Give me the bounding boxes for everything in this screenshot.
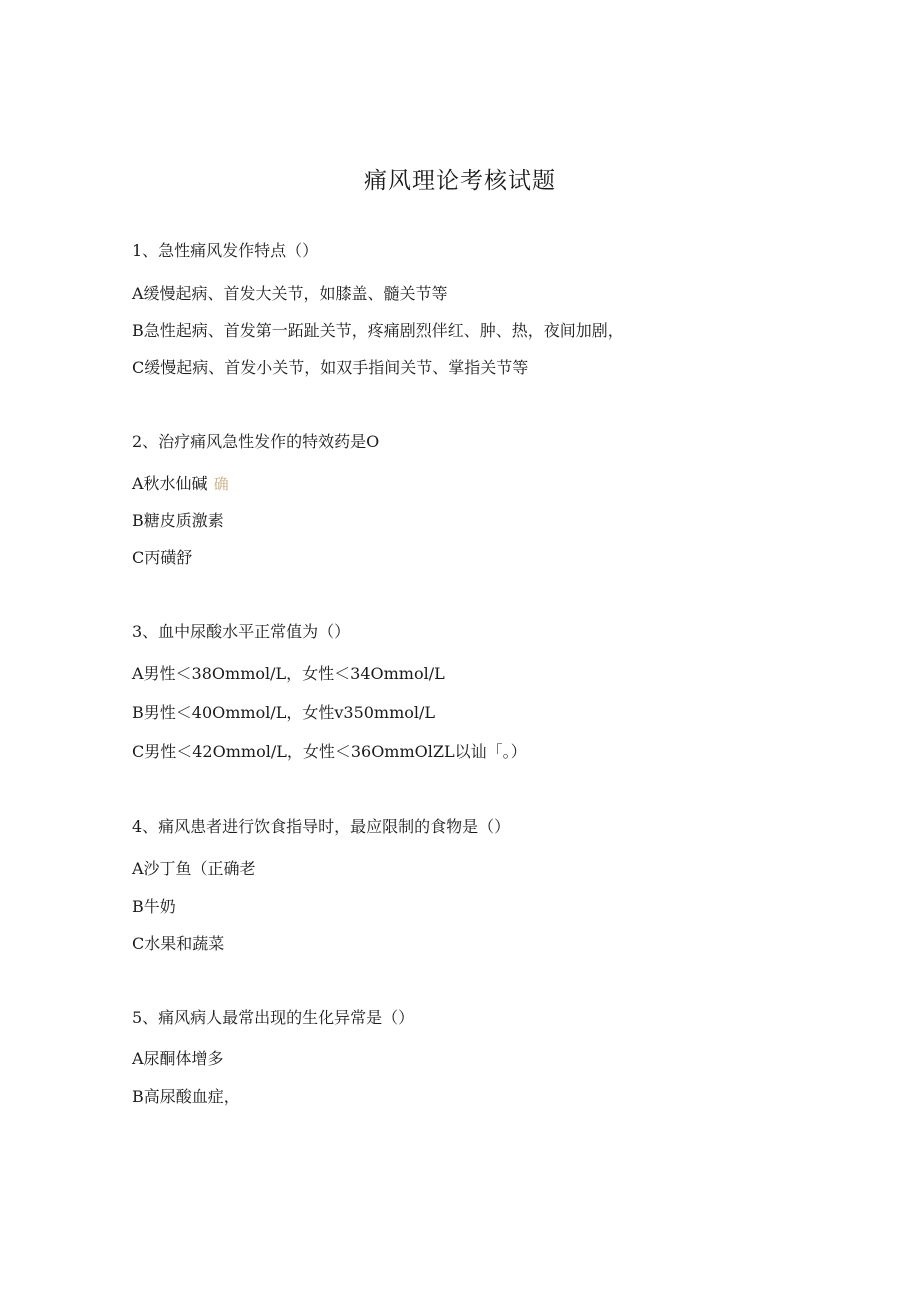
question-3-stem: 3、血中尿酸水平正常值为（） — [132, 622, 351, 641]
question-3-option-b: B男性＜40Ommol/L，女性v350mmol/L — [132, 703, 436, 722]
question-4-stem: 4、痛风患者进行饮食指导时，最应限制的食物是（） — [132, 817, 511, 836]
question-1-option-a: A缓慢起病、首发大关节，如膝盖、髓关节等 — [132, 284, 448, 303]
question-5-option-b: B高尿酸血症， — [132, 1087, 240, 1106]
question-2-option-a: A秋水仙碱 — [132, 474, 208, 493]
question-2-option-c: C丙磺舒 — [132, 548, 193, 567]
question-4-option-b: B牛奶 — [132, 897, 176, 916]
question-3-option-a: A男性＜38Ommol/L，女性＜34Ommol/L — [132, 664, 445, 683]
question-5-stem: 5、痛风病人最常出现的生化异常是（） — [132, 1008, 415, 1027]
question-1-stem: 1、急性痛风发作特点（） — [132, 241, 319, 260]
document-title: 痛风理论考核试题 — [364, 168, 556, 194]
question-4-option-a: A沙丁鱼（正确老 — [132, 859, 256, 878]
question-2-stem: 2、治疗痛风急性发作的特效药是O — [132, 432, 380, 451]
question-4-option-c: C水果和蔬菜 — [132, 934, 225, 953]
question-5-option-a: A尿酮体增多 — [132, 1049, 224, 1068]
question-2-option-b: B糖皮质激素 — [132, 511, 224, 530]
question-1-option-c: C缓慢起病、首发小关节，如双手指间关节、掌指关节等 — [132, 358, 529, 377]
faint-correct-mark: 确 — [213, 475, 229, 493]
question-1-option-b: B急性起病、首发第一跖趾关节，疼痛剧烈伴红、肿、热，夜间加剧， — [132, 321, 624, 340]
question-2-option-a-row — [132, 474, 229, 494]
question-3-option-c: C男性＜42Ommol/L，女性＜36OmmOlZL以讪「。） — [132, 742, 527, 761]
